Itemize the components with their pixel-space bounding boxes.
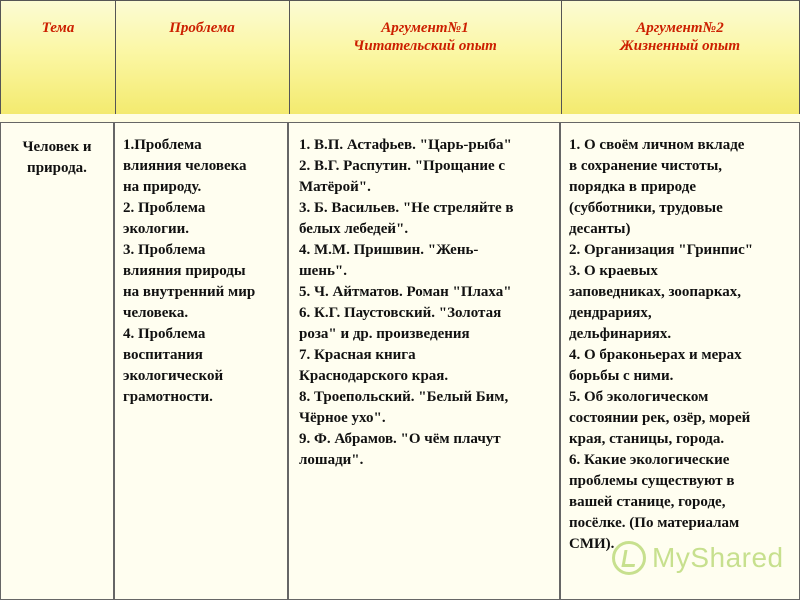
reading-line: 6. К.Г. Паустовский. "Золотая: [299, 305, 502, 321]
reading-line: Краснодарского края.: [299, 368, 449, 384]
problem-line: на внутренний мир: [123, 284, 256, 300]
life-line: порядка в природе: [569, 179, 696, 195]
problem-line: 3. Проблема: [123, 242, 206, 258]
header-argument-2: [561, 1, 799, 115]
reading-line: 1. В.П. Астафьев. "Царь-рыба": [299, 137, 512, 153]
life-line: заповедниках, зоопарках,: [569, 284, 742, 300]
reading-line: 8. Троепольский. "Белый Бим,: [299, 389, 509, 405]
life-line: 6. Какие экологические: [569, 452, 730, 468]
life-line: (субботники, трудовые: [569, 200, 723, 216]
problem-line: экологической: [123, 368, 224, 384]
header-argument-2-subtitle: Жизненный опыт: [619, 38, 741, 54]
header-problem-label: Проблема: [169, 20, 235, 36]
problem-line: грамотности.: [123, 389, 213, 405]
reading-line: белых лебедей".: [299, 221, 409, 237]
header-argument-1-title: Аргумент№1: [381, 20, 469, 36]
problem-line: на природу.: [123, 179, 202, 195]
reading-line: 4. М.М. Пришвин. "Жень-: [299, 242, 479, 258]
header-argument-1-subtitle: Читательский опыт: [353, 38, 497, 54]
problem-line: 1.Проблема: [123, 137, 202, 153]
header-argument-2-title: Аргумент№2: [636, 20, 724, 36]
watermark-brand: MyShared: [652, 542, 784, 573]
life-line: 3. О краевых: [569, 263, 658, 279]
table-body: [0, 114, 800, 600]
life-line: дельфинариях.: [569, 326, 672, 342]
problem-line: влияния природы: [123, 263, 246, 279]
header-problem: [115, 1, 289, 115]
life-line: проблемы существуют в: [569, 473, 735, 489]
problem-line: человека.: [123, 305, 189, 321]
reading-line: шень".: [299, 263, 347, 279]
life-line: вашей станице, городе,: [569, 494, 726, 510]
reading-line: 7. Красная книга: [299, 347, 416, 363]
header-theme-label: Тема: [41, 20, 75, 36]
reading-experience-cell: [288, 122, 560, 600]
life-line: 4. О браконьерах и мерах: [569, 347, 742, 363]
myshared-logo-icon: [612, 541, 646, 575]
reading-line: лошади".: [299, 452, 364, 468]
theme-line: Человек и: [22, 139, 92, 155]
reading-line: Чёрное ухо".: [299, 410, 386, 426]
life-line: 1. О своём личном вкладе: [569, 137, 745, 153]
life-line: борьбы с ними.: [569, 368, 674, 384]
reading-line: 5. Ч. Айтматов. Роман "Плаха": [299, 284, 512, 300]
reading-line: роза" и др. произведения: [299, 326, 470, 342]
problem-line: экологии.: [123, 221, 189, 237]
life-line: 5. Об экологическом: [569, 389, 709, 405]
reading-line: 2. В.Г. Распутин. "Прощание с: [299, 158, 506, 174]
problem-line: 4. Проблема: [123, 326, 206, 342]
life-line: состоянии рек, озёр, морей: [569, 410, 751, 426]
life-line: посёлке. (По материалам: [569, 515, 740, 531]
header-argument-1: [289, 1, 561, 115]
life-line: СМИ).: [569, 536, 615, 552]
problem-line: воспитания: [123, 347, 203, 363]
life-line: 2. Организация "Гринпис": [569, 242, 754, 258]
header-theme: [1, 1, 115, 115]
life-experience-cell: [560, 122, 800, 600]
problems-cell: [114, 122, 288, 600]
reading-line: Матёрой".: [299, 179, 371, 195]
theme-cell: [0, 122, 114, 600]
reading-line: 9. Ф. Абрамов. "О чём плачут: [299, 431, 501, 447]
myshared-watermark: [612, 538, 784, 578]
reading-line: 3. Б. Васильев. "Не стреляйте в: [299, 200, 514, 216]
life-line: в сохранение чистоты,: [569, 158, 723, 174]
problem-line: влияния человека: [123, 158, 247, 174]
problem-line: 2. Проблема: [123, 200, 206, 216]
life-line: дендрариях,: [569, 305, 652, 321]
life-line: десанты): [569, 221, 631, 237]
theme-line: природа.: [27, 160, 87, 176]
table-header: [0, 0, 800, 116]
life-line: края, станицы, города.: [569, 431, 725, 447]
